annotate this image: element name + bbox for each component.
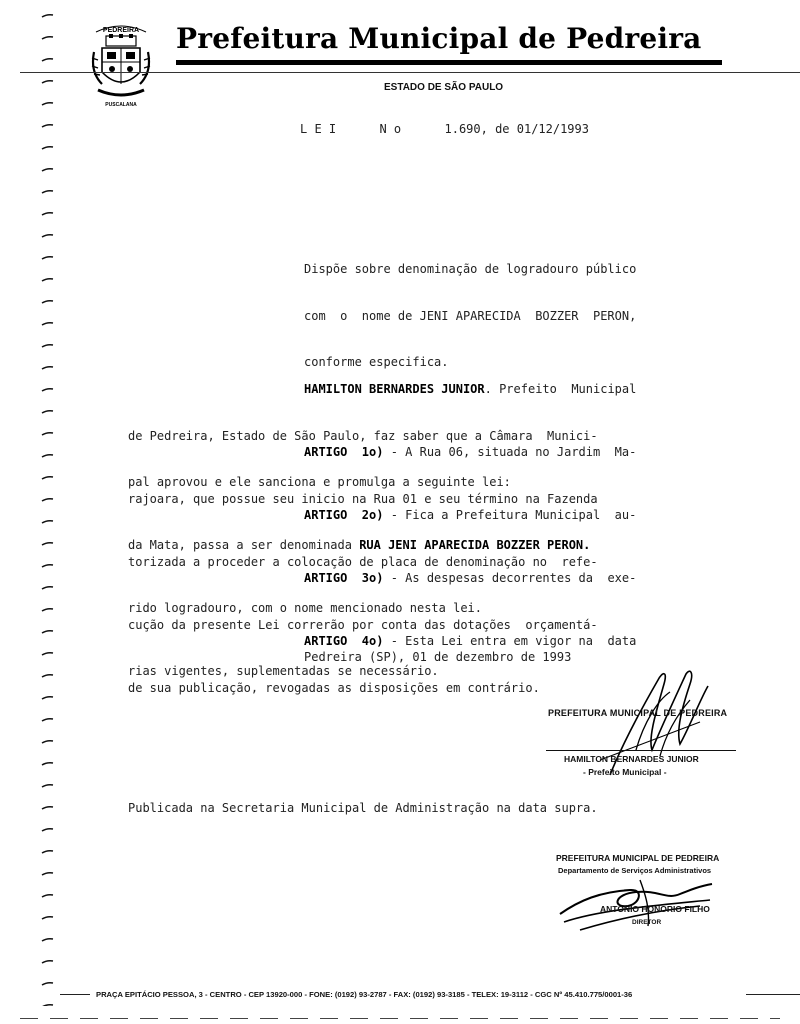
article-label: ARTIGO 1o) [304, 445, 384, 459]
article-text: de sua publicação, revogadas as disposições em contrário. [128, 680, 540, 695]
feed-mark [42, 719, 53, 721]
feed-mark [42, 829, 53, 831]
feed-mark [42, 1005, 53, 1006]
stamp-department: Departamento de Serviços Administrativos [558, 866, 712, 875]
feed-mark [42, 939, 53, 941]
mayor-name: HAMILTON BERNARDES JUNIOR [304, 382, 485, 396]
article-text: - Esta Lei entra em vigor na data [383, 634, 637, 648]
feed-mark [42, 961, 53, 963]
feed-mark [42, 301, 53, 303]
footer-rule [746, 994, 800, 995]
feed-mark [42, 543, 53, 545]
date-line: Pedreira (SP), 01 de dezembro de 1993 [304, 650, 572, 664]
director-name: ANTONIO HONORIO FILHO [600, 904, 710, 914]
feed-mark [42, 323, 53, 325]
feed-mark [42, 741, 53, 743]
feed-mark [42, 895, 53, 897]
feed-mark [42, 169, 53, 171]
municipal-crest-logo [88, 22, 154, 112]
publication-note: Publicada na Secretaria Municipal de Administração na data supra. [128, 801, 598, 815]
article-text: - Fica a Prefeitura Municipal au- [383, 508, 637, 522]
article-text: rias vigentes, suplementadas se necessário. [128, 664, 439, 678]
bottom-dashed-edge [20, 1018, 780, 1019]
article-text: rajoara, que possue seu inicio na Rua 01 e seu término na Fazenda [128, 491, 598, 506]
feed-mark [42, 37, 53, 39]
law-summary-line: conforme especifica. [304, 355, 449, 369]
feed-mark [42, 367, 53, 369]
article-label: ARTIGO 4o) [304, 634, 384, 648]
article-text: rido logradouro, com o nome mencionado nesta lei. [128, 601, 483, 615]
letterhead-title: Prefeitura Municipal de Pedreira [176, 22, 702, 55]
feed-mark [42, 851, 53, 853]
feed-mark [42, 565, 53, 567]
street-new-name: RUA JENI APARECIDA BOZZER PERON. [359, 538, 591, 552]
feed-mark [42, 873, 53, 875]
feed-mark [42, 345, 53, 347]
director-role: DIRETOR [632, 919, 662, 926]
law-summary-line: Dispõe sobre denominação de logradouro público [304, 262, 637, 276]
feed-mark [42, 389, 53, 391]
article-text: cução da presente Lei correrão por conta das dotações orçamentá- [128, 617, 598, 632]
feed-mark [42, 763, 53, 765]
feed-mark [42, 807, 53, 809]
feed-mark [42, 983, 53, 985]
feed-mark [42, 675, 53, 677]
article-text: da Mata, passa a ser denominada [128, 538, 360, 552]
feed-mark [42, 785, 53, 787]
feed-mark [42, 631, 53, 633]
letterhead-state: ESTADO DE SÃO PAULO [384, 82, 504, 93]
preamble-text: pal aprovou e ele sanciona e promulga a seguinte lei: [128, 475, 511, 489]
feed-mark [42, 15, 53, 17]
feed-mark [42, 477, 53, 479]
footer-rule [60, 994, 90, 995]
article-text: torizada a proceder a colocação de placa de denominação no refe- [128, 554, 598, 569]
mayor-signatory-role: - Prefeito Municipal - [583, 767, 667, 777]
feed-mark [42, 257, 53, 259]
mayor-signatory-name: HAMILTON BERNARDES JUNIOR [564, 754, 699, 764]
preamble-text: de Pedreira, Estado de São Paulo, faz saber que a Câmara Munici- [128, 428, 598, 443]
feed-mark [42, 147, 53, 149]
article-label: ARTIGO 2o) [304, 508, 384, 522]
feed-mark [42, 455, 53, 457]
feed-mark [42, 653, 53, 655]
feed-mark [42, 59, 53, 61]
article-label: ARTIGO 3o) [304, 571, 384, 585]
crest-top-text: PEDREIRA [102, 27, 140, 34]
preamble-text: . Prefeito Municipal [484, 382, 637, 396]
law-number: L E I N o 1.690, de 01/12/1993 [300, 122, 589, 136]
feed-mark [42, 191, 53, 193]
feed-mark [42, 433, 53, 435]
letterhead-footer-address: PRAÇA EPITÁCIO PESSOA, 3 - CENTRO - CEP 13920-000 - FONE: (0192) 93-2787 - FAX: (0192) 93-3185 - TELEX: 19-3112 - CGC Nº 45.410.775/0001-36 [96, 990, 633, 999]
feed-mark [42, 125, 53, 127]
article-text: - A Rua 06, situada no Jardim Ma- [383, 445, 637, 459]
feed-mark [42, 103, 53, 105]
feed-mark [42, 279, 53, 281]
margin-feed-marks [38, 6, 58, 1006]
signature-org-label: PREFEITURA MUNICIPAL DE PEDREIRA [548, 708, 728, 718]
feed-mark [42, 917, 53, 919]
feed-mark [42, 235, 53, 237]
feed-mark [42, 499, 53, 501]
feed-mark [42, 81, 53, 83]
article-text: - As despesas decorrentes da exe- [383, 571, 637, 585]
signature-line [546, 750, 736, 751]
feed-mark [42, 213, 53, 215]
letterhead-thick-rule [176, 60, 722, 65]
feed-mark [42, 521, 53, 523]
crest-bottom-text: PUSCALANA [105, 102, 137, 108]
feed-mark [42, 587, 53, 589]
stamp-org-label: PREFEITURA MUNICIPAL DE PEDREIRA [556, 853, 720, 863]
feed-mark [42, 411, 53, 413]
letterhead-thin-rule [20, 72, 800, 73]
feed-mark [42, 609, 53, 611]
law-summary-line: com o nome de JENI APARECIDA BOZZER PERON, [304, 308, 637, 323]
feed-mark [42, 697, 53, 699]
